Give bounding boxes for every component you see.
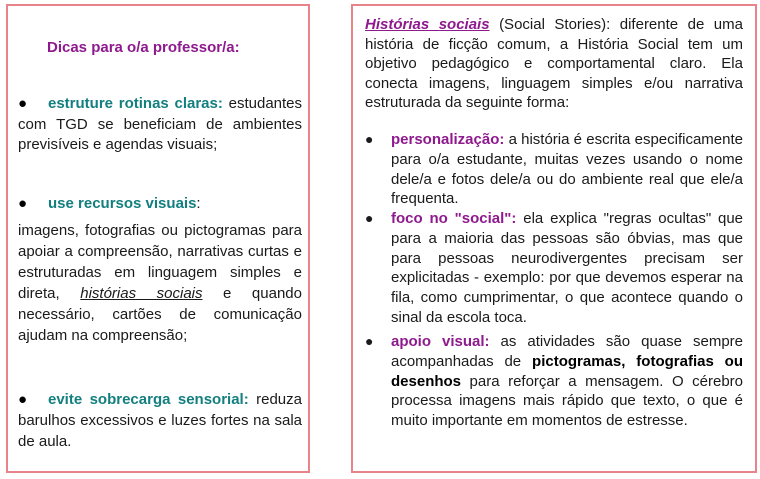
story-item-text: a história é escrita especificamente para o/a estudante, muitas vezes usando o nome dele/a e fotos dele/a ou do ambiente real que ele/a frequenta. — [391, 131, 743, 208]
tip-routines-heading: estruture rotinas claras: — [48, 95, 223, 112]
social-stories-box — [351, 4, 757, 473]
tip-sensory-heading: evite sobrecarga sensorial: — [48, 391, 249, 408]
story-item-heading: foco no "social": — [391, 210, 517, 227]
social-stories-title: Histórias sociais — [365, 16, 490, 33]
tip-visual-resources-heading: use recursos visuais — [48, 195, 197, 212]
story-item-text-before: as atividades são quase sempre acompanhadas de — [391, 333, 744, 370]
bullet-icon: ● — [365, 210, 374, 226]
teacher-tips-title: Dicas para o/a professor/a: — [47, 39, 240, 56]
tip-sensory — [18, 389, 302, 452]
story-item-personalization — [365, 130, 743, 209]
tip-visual-resources-text-after: e quando necessário, cartões de comunicação ajudam na compreensão; — [18, 285, 302, 344]
social-stories-link[interactable]: histórias sociais — [80, 285, 203, 302]
tip-routines — [18, 94, 302, 156]
tip-visual-resources-heading-line — [18, 194, 302, 215]
story-item-emphasis: pictogramas, fotografias ou desenhos — [391, 352, 744, 390]
social-stories-intro — [365, 15, 743, 113]
story-item-heading: personalização: — [391, 131, 505, 148]
bullet-icon: ● — [18, 95, 28, 112]
bullet-icon: ● — [365, 131, 374, 147]
bullet-icon: ● — [18, 195, 28, 212]
teacher-tips-box — [6, 4, 310, 473]
tip-visual-resources-text-before: imagens, fotografias ou pictogramas para apoiar a compreensão, narrativas curtas e estruturadas em linguagem simples e direta, — [18, 222, 302, 302]
bullet-icon: ● — [18, 391, 28, 408]
tip-routines-text: estudantes com TGD se beneficiam de ambientes previsíveis e agendas visuais; — [18, 95, 303, 153]
tip-visual-resources-text — [18, 220, 302, 346]
tip-sensory-text: reduza barulhos excessivos e luzes fortes na sala de aula. — [18, 391, 302, 450]
tip-visual-resources-colon: : — [196, 195, 201, 212]
story-item-visual-support — [365, 332, 743, 431]
social-stories-intro-text: (Social Stories): diferente de uma história de ficção comum, a História Social tem um objetivo pedagógico e comportamental claro. Ela conecta imagens, linguagem simples e/ou narrativa estruturada da seguinte forma: — [365, 16, 743, 111]
bullet-icon: ● — [365, 333, 374, 349]
story-item-text-after: para reforçar a mensagem. O cérebro processa imagens mais rápido que texto, o que é muito importante em momentos de estresse. — [391, 372, 744, 430]
story-item-text: ela explica "regras ocultas" que para a maioria das pessoas são óbvias, mas que para pessoas neurodivergentes precisam ser explicitadas - exemplo: por que devemos esperar na fila, como cumprimentar, o que acontece quando o sinal da escola toca. — [391, 210, 744, 326]
story-item-social-focus — [365, 209, 743, 328]
story-item-heading: apoio visual: — [391, 333, 490, 350]
